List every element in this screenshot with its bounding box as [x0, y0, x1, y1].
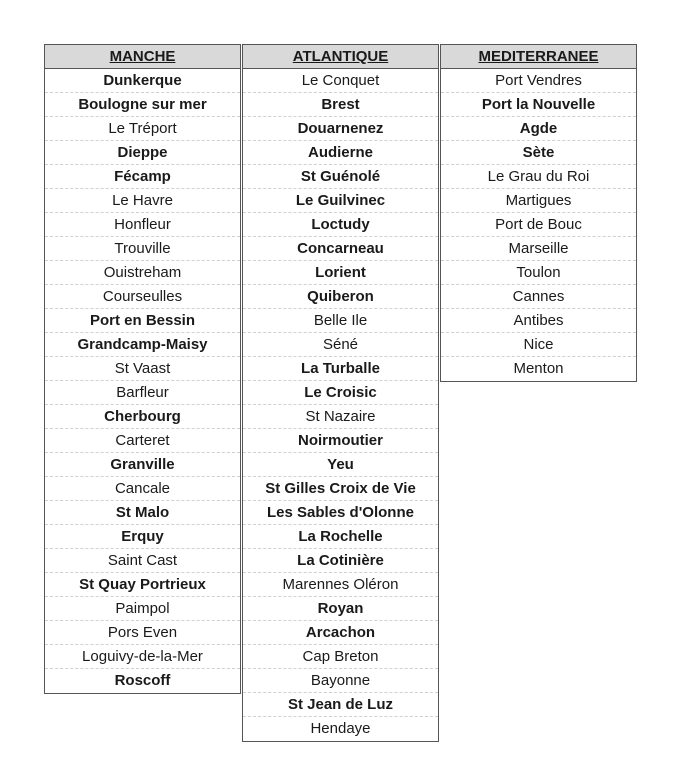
port-cell: Le Guilvinec: [243, 189, 438, 213]
port-cell: Marennes Oléron: [243, 573, 438, 597]
port-cell: Sète: [441, 141, 636, 165]
port-cell: Fécamp: [45, 165, 240, 189]
port-cell: Concarneau: [243, 237, 438, 261]
column-atlantique: [242, 44, 439, 742]
port-cell: Loguivy-de-la-Mer: [45, 645, 240, 669]
port-cell: Nice: [441, 333, 636, 357]
port-cell: Séné: [243, 333, 438, 357]
port-cell: Audierne: [243, 141, 438, 165]
port-cell: St Malo: [45, 501, 240, 525]
column-mediterranee: [440, 44, 637, 382]
column-body-manche: [45, 69, 240, 693]
port-cell: Cancale: [45, 477, 240, 501]
port-cell: Lorient: [243, 261, 438, 285]
port-cell: Port la Nouvelle: [441, 93, 636, 117]
port-cell: Quiberon: [243, 285, 438, 309]
port-cell: Le Croisic: [243, 381, 438, 405]
column-header-atlantique: ATLANTIQUE: [243, 45, 438, 69]
port-cell: Le Grau du Roi: [441, 165, 636, 189]
port-cell: Cherbourg: [45, 405, 240, 429]
port-cell: Honfleur: [45, 213, 240, 237]
port-cell: Barfleur: [45, 381, 240, 405]
port-cell: Douarnenez: [243, 117, 438, 141]
port-cell: Paimpol: [45, 597, 240, 621]
port-cell: Les Sables d'Olonne: [243, 501, 438, 525]
port-cell: Ouistreham: [45, 261, 240, 285]
port-cell: Antibes: [441, 309, 636, 333]
port-cell: Marseille: [441, 237, 636, 261]
port-cell: Brest: [243, 93, 438, 117]
port-cell: Menton: [513, 360, 564, 377]
port-cell: Agde: [441, 117, 636, 141]
port-cell: Courseulles: [45, 285, 240, 309]
port-cell: Martigues: [441, 189, 636, 213]
port-cell: Arcachon: [243, 621, 438, 645]
port-cell: Le Tréport: [45, 117, 240, 141]
port-cell: Boulogne sur mer: [45, 93, 240, 117]
port-cell: Port en Bessin: [45, 309, 240, 333]
port-cell: St Nazaire: [243, 405, 438, 429]
column-body-mediterranee: [441, 69, 636, 381]
port-cell: Dunkerque: [45, 69, 240, 93]
column-header-manche: MANCHE: [45, 45, 240, 69]
port-cell: Carteret: [45, 429, 240, 453]
column-body-atlantique: [243, 69, 438, 741]
port-cell: Granville: [45, 453, 240, 477]
port-cell: La Cotinière: [243, 549, 438, 573]
port-cell: Hendaye: [310, 720, 371, 737]
port-cell: St Guénolé: [243, 165, 438, 189]
port-cell: Royan: [243, 597, 438, 621]
port-cell: Toulon: [441, 261, 636, 285]
port-cell: Le Conquet: [243, 69, 438, 93]
port-cell: St Jean de Luz: [243, 693, 438, 717]
port-cell: Roscoff: [114, 672, 171, 689]
port-cell: Bayonne: [243, 669, 438, 693]
port-cell: Yeu: [243, 453, 438, 477]
port-cell: Erquy: [45, 525, 240, 549]
port-cell: Trouville: [45, 237, 240, 261]
port-cell: Loctudy: [243, 213, 438, 237]
port-cell: Cannes: [441, 285, 636, 309]
port-cell: Grandcamp-Maisy: [45, 333, 240, 357]
port-cell: Port de Bouc: [441, 213, 636, 237]
port-cell: Belle Ile: [243, 309, 438, 333]
port-cell: La Rochelle: [243, 525, 438, 549]
column-manche: [44, 44, 241, 694]
port-cell: Dieppe: [45, 141, 240, 165]
port-cell: Saint Cast: [45, 549, 240, 573]
port-cell: Le Havre: [45, 189, 240, 213]
port-cell: La Turballe: [243, 357, 438, 381]
port-cell: Port Vendres: [441, 69, 636, 93]
port-cell: St Quay Portrieux: [45, 573, 240, 597]
port-cell: St Vaast: [45, 357, 240, 381]
port-cell: Noirmoutier: [243, 429, 438, 453]
port-cell: St Gilles Croix de Vie: [243, 477, 438, 501]
port-cell: Pors Even: [45, 621, 240, 645]
column-header-mediterranee: MEDITERRANEE: [441, 45, 636, 69]
port-cell: Cap Breton: [243, 645, 438, 669]
